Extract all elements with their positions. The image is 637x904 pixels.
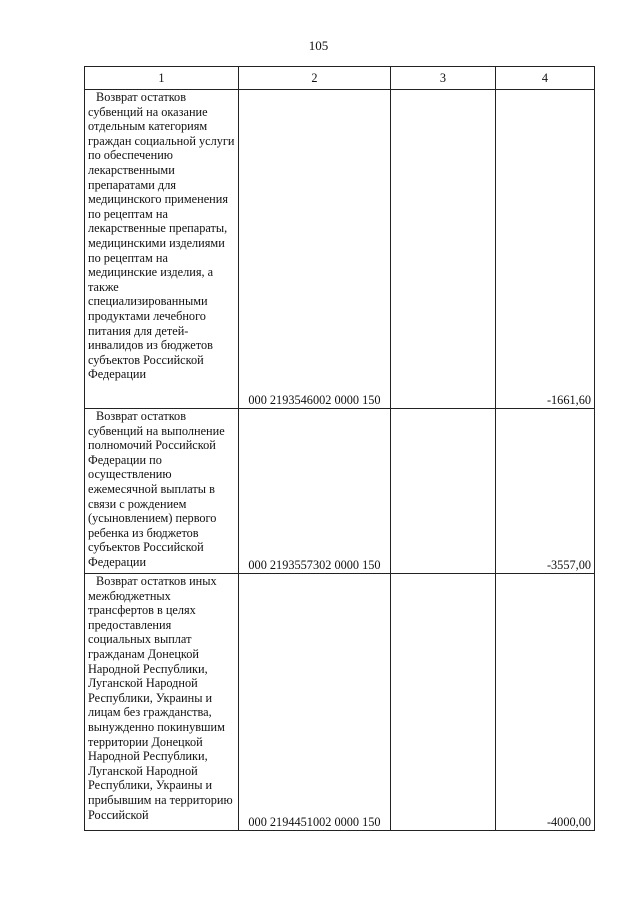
row-amount: -1661,60 bbox=[496, 90, 595, 409]
row-amount: -3557,00 bbox=[496, 409, 595, 574]
row-amount: -4000,00 bbox=[496, 574, 595, 831]
row-name: Возврат остатков субвенций на оказание отдельным категориям граждан социальной услуги по обеспечению лекарственными препаратами для медицинского применения по рецептам на лекарственные препараты, медицинскими изделиями по рецептам на медицинские изделия, а также специализированными продуктами лечебного питания для детей-инвалидов из бюджетов субъектов Российской Федерации bbox=[88, 90, 235, 382]
column-header-3: 3 bbox=[391, 67, 496, 90]
table-row bbox=[85, 409, 595, 574]
row-col3 bbox=[391, 574, 496, 831]
row-name: Возврат остатков субвенций на выполнение полномочий Российской Федерации по осуществлению ежемесячной выплаты в связи с рождением (усыновлением) первого ребенка из бюджетов субъектов Российской Федерации bbox=[88, 409, 225, 569]
column-header-4: 4 bbox=[496, 67, 595, 90]
column-header-1: 1 bbox=[85, 67, 239, 90]
table-row bbox=[85, 90, 595, 409]
budget-table bbox=[84, 66, 595, 831]
row-name-cell bbox=[85, 574, 239, 831]
table-row bbox=[85, 574, 595, 831]
row-code: 000 2193557302 0000 150 bbox=[239, 409, 391, 574]
row-code: 000 2194451002 0000 150 bbox=[239, 574, 391, 831]
page-number: 105 bbox=[308, 38, 329, 53]
row-name-cell bbox=[85, 90, 239, 409]
column-header-2: 2 bbox=[239, 67, 391, 90]
row-col3 bbox=[391, 90, 496, 409]
row-col3 bbox=[391, 409, 496, 574]
row-name-cell bbox=[85, 409, 239, 574]
row-code: 000 2193546002 0000 150 bbox=[239, 90, 391, 409]
row-name: Возврат остатков иных межбюджетных трансфертов в целях предоставления социальных выплат гражданам Донецкой Народной Республики, Луганской Народной Республики, Украины и лицам без гражданства, вынужденно покинувшим территории Донецкой Народной Республики, Луганской Народной Республики, Украины и прибывшим на территорию Российской bbox=[88, 574, 233, 822]
table-header-row bbox=[85, 67, 595, 90]
